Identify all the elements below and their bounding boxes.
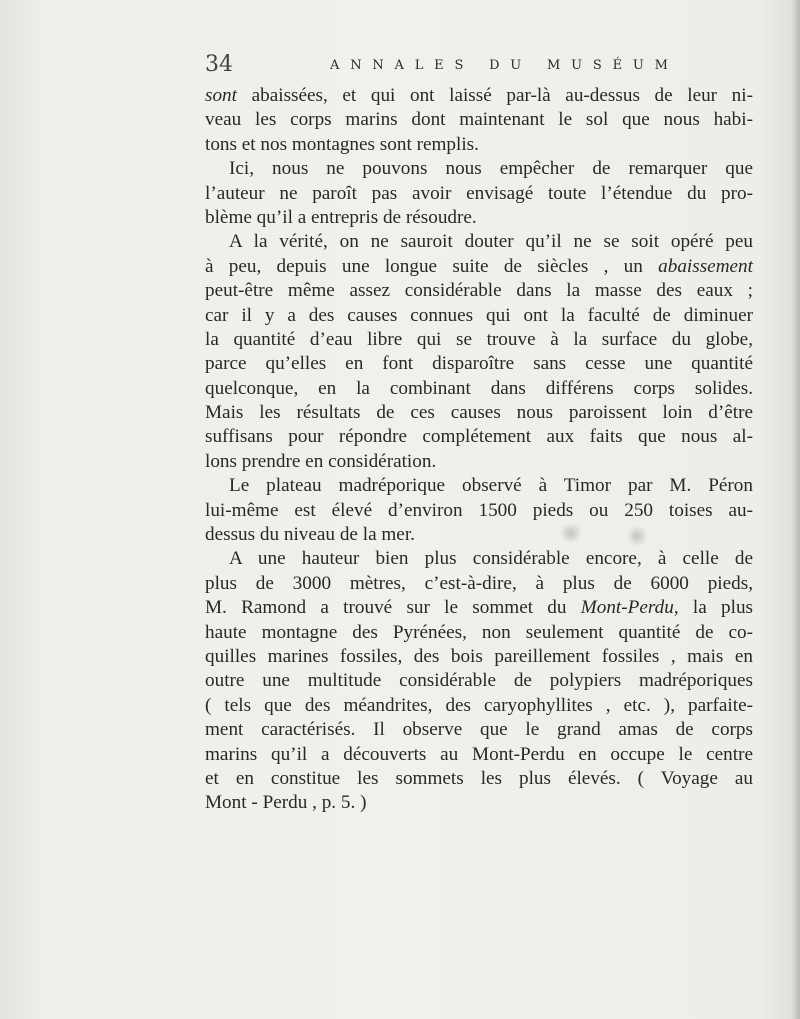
page-edge bbox=[794, 0, 800, 1019]
text-line: Mais les résultats de ces causes nous paroissent loin d’être bbox=[205, 402, 753, 424]
text-line: et en constitue les sommets les plus élevés. ( Voyage au bbox=[205, 767, 753, 789]
running-title: ANNALES DU MUSÉUM bbox=[330, 58, 679, 73]
text-line: suffisans pour répondre complétement aux faits que nous al- bbox=[205, 426, 753, 448]
body-text bbox=[205, 84, 753, 816]
text-line: A une hauteur bien plus considérable encore, à celle de bbox=[229, 548, 753, 570]
text-line bbox=[205, 255, 753, 279]
text-line: haute montagne des Pyrénées, non seulement quantité de co- bbox=[205, 621, 753, 643]
text-segment: M. Ramond a trouvé sur le sommet du bbox=[205, 597, 581, 619]
text-line: quelconque, en la combinant dans différens corps solides. bbox=[205, 377, 753, 399]
text-line: Mont - Perdu , p. 5. ) bbox=[205, 792, 367, 814]
text-line: l’auteur ne paroît pas avoir envisagé toute l’étendue du pro- bbox=[205, 182, 753, 204]
text-line: tons et nos montagnes sont remplis. bbox=[205, 133, 479, 155]
page-number: 34 bbox=[205, 52, 233, 77]
ink-smudge bbox=[558, 524, 584, 542]
text-line bbox=[205, 84, 753, 108]
text-line: marins qu’il a découverts au Mont-Perdu en occupe le centre bbox=[205, 743, 753, 765]
italic-text: Mont-Perdu bbox=[580, 597, 674, 619]
text-line: parce qu’elles en font disparoître sans cesse une quantité bbox=[205, 353, 753, 375]
text-line: lui-même est élevé d’environ 1500 pieds ou 250 toises au- bbox=[205, 499, 753, 521]
text-segment: à peu, depuis une longue suite de siècles , un bbox=[205, 255, 659, 277]
italic-text: sont bbox=[205, 85, 237, 106]
italic-text: abaissement bbox=[658, 255, 753, 277]
text-line bbox=[205, 596, 753, 620]
text-line: blème qu’il a entrepris de résoudre. bbox=[205, 206, 477, 228]
page-header bbox=[205, 50, 745, 80]
text-line: peut-être même assez considérable dans la masse des eaux ; bbox=[205, 280, 753, 302]
text-line: la quantité d’eau libre qui se trouve à la surface du globe, bbox=[205, 328, 753, 350]
text-segment: , la plus bbox=[673, 597, 753, 619]
text-line: A la vérité, on ne sauroit douter qu’il ne se soit opéré peu bbox=[229, 231, 753, 253]
text-segment: abaissées, et qui ont laissé par-là au-dessus de leur ni- bbox=[237, 85, 753, 106]
text-line: plus de 3000 mètres, c’est-à-dire, à plus de 6000 pieds, bbox=[205, 572, 753, 594]
text-line: car il y a des causes connues qui ont la faculté de diminuer bbox=[205, 304, 753, 326]
text-line: quilles marines fossiles, des bois pareillement fossiles , mais en bbox=[205, 645, 753, 667]
text-line: Le plateau madréporique observé à Timor par M. Péron bbox=[229, 475, 753, 497]
text-line: veau les corps marins dont maintenant le sol que nous habi- bbox=[205, 109, 753, 131]
text-line: outre une multitude considérable de polypiers madréporiques bbox=[205, 670, 753, 692]
text-line: dessus du niveau de la mer. bbox=[205, 524, 415, 546]
text-line: lons prendre en considération. bbox=[205, 450, 437, 472]
text-line: ( tels que des méandrites, des caryophyllites , etc. ), parfaite- bbox=[205, 694, 753, 716]
text-line: Ici, nous ne pouvons nous empêcher de remarquer que bbox=[229, 158, 753, 180]
text-line: ment caractérisés. Il observe que le grand amas de corps bbox=[205, 719, 753, 741]
ink-smudge bbox=[626, 526, 648, 546]
